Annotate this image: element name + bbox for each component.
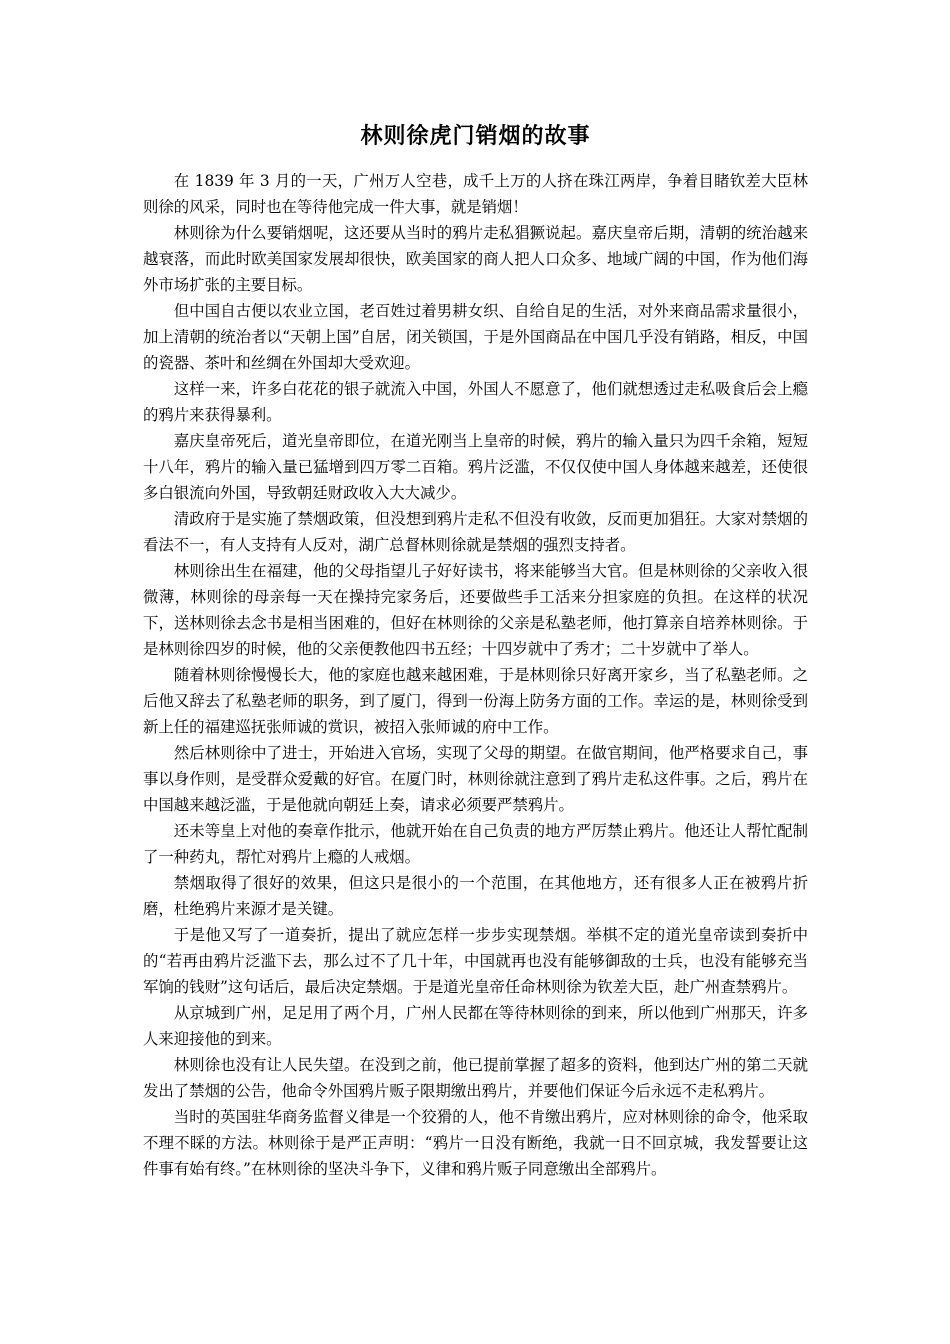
paragraph-9: 然后林则徐中了进士，开始进入官场，实现了父母的期望。在做官期间，他严格要求自己，事事以身作则，是受群众爱戴的好官。在厦门时，林则徐就注意到了鸦片走私这件事。之后，鸦片在中国越来越泛滥，于是他就向朝廷上奏，请求必须要严禁鸦片。: [143, 744, 808, 814]
paragraph-2: 林则徐为什么要销烟呢，这还要从当时的鸦片走私猖獗说起。嘉庆皇帝后期，清朝的统治越来越衰落，而此时欧美国家发展却很快，欧美国家的商人把人口众多、地域广阔的中国，作为他们海外市场扩张的主要目标。: [143, 224, 808, 294]
paragraph-11: 禁烟取得了很好的效果，但这只是很小的一个范围，在其他地方，还有很多人正在被鸦片折磨，杜绝鸦片来源才是关键。: [143, 874, 808, 918]
document-page: [143, 120, 808, 1182]
document-title: 林则徐虎门销烟的故事: [360, 123, 591, 149]
paragraph-3: 但中国自古便以农业立国，老百姓过着男耕女织、自给自足的生活，对外来商品需求量很小，加上清朝的统治者以“天朝上国”自居，闭关锁国，于是外国商品在中国几乎没有销路，相反，中国的瓷器、茶叶和丝绸在外国却大受欢迎。: [143, 302, 808, 372]
paragraph-10: 还未等皇上对他的奏章作批示，他就开始在自己负责的地方严厉禁止鸦片。他还让人帮忙配制了一种药丸，帮忙对鸦片上瘾的人戒烟。: [143, 822, 808, 866]
paragraph-7: 林则徐出生在福建，他的父母指望儿子好好读书，将来能够当大官。但是林则徐的父亲收入很微薄，林则徐的母亲每一天在操持完家务后，还要做些手工活来分担家庭的负担。在这样的状况下，送林则徐去念书是相当困难的，但好在林则徐的父亲是私塾老师，他打算亲自培养林则徐。于是林则徐四岁的时候，他的父亲便教他四书五经；十四岁就中了秀才；二十岁就中了举人。: [143, 562, 808, 658]
paragraph-14: 林则徐也没有让人民失望。在没到之前，他已提前掌握了超多的资料，他到达广州的第二天就发出了禁烟的公告，他命令外国鸦片贩子限期缴出鸦片，并要他们保证今后永远不走私鸦片。: [143, 1056, 808, 1100]
paragraph-8: 随着林则徐慢慢长大，他的家庭也越来越困难，于是林则徐只好离开家乡，当了私塾老师。之后他又辞去了私塾老师的职务，到了厦门，得到一份海上防务方面的工作。幸运的是，林则徐受到新上任的福建巡抚张师诚的赏识，被招入张师诚的府中工作。: [143, 666, 808, 736]
paragraph-4: 这样一来，许多白花花的银子就流入中国，外国人不愿意了，他们就想透过走私吸食后会上瘾的鸦片来获得暴利。: [143, 380, 808, 424]
paragraph-13: 从京城到广州，足足用了两个月，广州人民都在等待林则徐的到来，所以他到广州那天，许多人来迎接他的到来。: [143, 1004, 808, 1048]
paragraph-6: 清政府于是实施了禁烟政策，但没想到鸦片走私不但没有收敛，反而更加猖狂。大家对禁烟的看法不一，有人支持有人反对，湖广总督林则徐就是禁烟的强烈支持者。: [143, 510, 808, 554]
paragraph-12: 于是他又写了一道奏折，提出了就应怎样一步步实现禁烟。举棋不定的道光皇帝读到奏折中的“若再由鸦片泛滥下去，那么过不了几十年，中国就再也没有能够御敌的士兵，也没有能够充当军饷的钱财”这句话后，最后决定禁烟。于是道光皇帝任命林则徐为钦差大臣，赴广州查禁鸦片。: [143, 926, 808, 996]
paragraph-1: 在 1839 年 3 月的一天，广州万人空巷，成千上万的人挤在珠江两岸，争着目睹钦差大臣林则徐的风采，同时也在等待他完成一件大事，就是销烟！: [143, 172, 808, 216]
paragraph-5: 嘉庆皇帝死后，道光皇帝即位，在道光刚当上皇帝的时候，鸦片的输入量只为四千余箱，短短十八年，鸦片的输入量已猛增到四万零二百箱。鸦片泛滥，不仅仅使中国人身体越来越差，还使很多白银流向外国，导致朝廷财政收入大大减少。: [143, 432, 808, 502]
paragraph-15: 当时的英国驻华商务监督义律是一个狡猾的人，他不肯缴出鸦片，应对林则徐的命令，他采取不理不睬的方法。林则徐于是严正声明：“鸦片一日没有断绝，我就一日不回京城，我发誓要让这件事有始有终。”在林则徐的坚决斗争下，义律和鸦片贩子同意缴出全部鸦片。: [143, 1108, 808, 1178]
